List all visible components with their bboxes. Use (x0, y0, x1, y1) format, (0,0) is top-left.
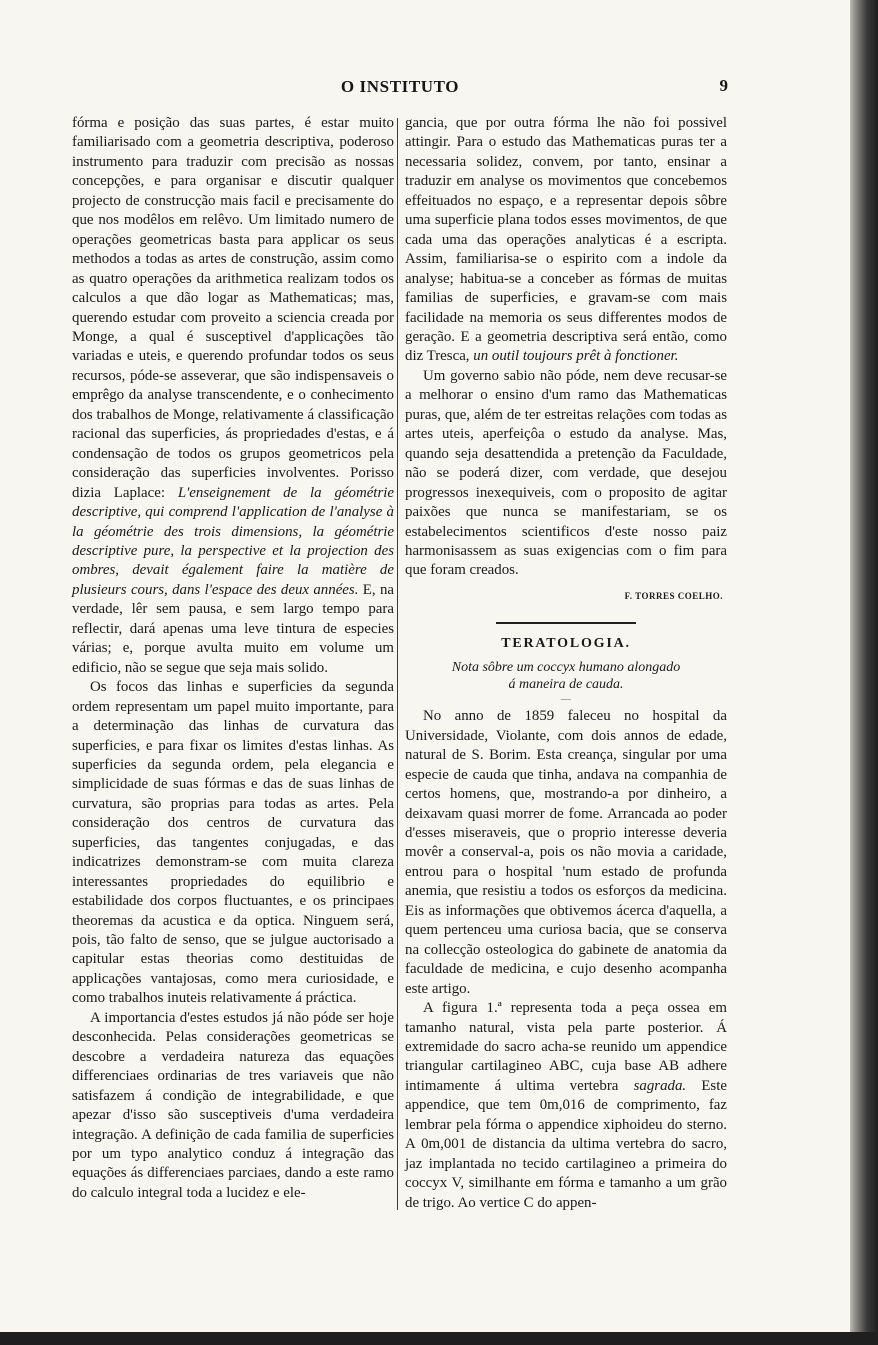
left-column (72, 114, 394, 1203)
right-p4-text-a: A figura 1.ª representa toda a peça ossea em tamanho natural, vista pela parte posterior. Á extremidade do sacro acha-se reunido um appendice triangular cartilagineo ABC, cuja base AB adhere intimamente á ultima vertebra (405, 1000, 727, 1094)
left-paragraph-2: Os focos das linhas e superficies da segunda ordem representam um papel muito importante, para a determinação das linhas de curvatura das superficies, e para fixar os limites d'estas linhas. As superficies da segunda ordem, pela elegancia e simplicidade de suas fórmas e das de suas linhas de curvatura, são proprias para todas as artes. Pela consideração dos centros de curvatura das superficies, das tangentes conjugadas, e das indicatrizes demonstram-se com muita clareza interessantes propriedades do equilibrio e estabilidade dos corpos fluctuantes, e os principaes theoremas da acustica e da optica. Ninguem será, pois, tão falto de senso, que se julgue auctorisado a capitular estas theorias como destituidas de applicações vantajosas, como mera curiosidade, e como trabalhos inuteis relativamente á práctica. (72, 679, 394, 1007)
section-rule (496, 622, 636, 624)
right-p4-text-b: Este appendice, que tem 0m,016 de comprimento, faz lembrar pela fórma o appendice xiphoideu do sterno. A 0m,001 de distancia da ultima vertebra do sacro, jaz implantada no tecido cartilagineo a primeira do coccyx V, similhante em fórma e tamanho a um grão de trigo. Ao vertice C do appen- (405, 1077, 727, 1211)
tresca-quote: un outil toujours prêt à fonctioner. (473, 348, 679, 365)
right-paragraph-1 (405, 114, 727, 367)
author-signature: F. TORRES COELHO. (624, 590, 723, 601)
column-divider (397, 118, 398, 1210)
section-subtitle-line-2: á maneira de cauda. (508, 677, 624, 693)
right-p4-italic: sagrada. (633, 1077, 687, 1094)
left-p1-continuation: E, na verdade, lêr sem pausa, e sem largo tempo para reflectir, dará apenas uma leve tintura de especies várias; e, porque avulta muito em volume um edificio, não se segue que seja mais solido. (72, 581, 395, 676)
right-column (405, 114, 727, 1213)
ornament-dash: — (561, 694, 571, 706)
page-edge-bottom (0, 1332, 878, 1345)
section-subtitle-line-1: Nota sôbre um coccyx humano alongado (451, 660, 681, 676)
page-edge-right (850, 0, 878, 1345)
left-paragraph-3: A importancia d'estes estudos já não póde ser hoje desconhecida. Pelas considerações geometricas se descobre a verdadeira natureza das equações differenciaes ordinarias de tres variaveis que não satisfazem á condição de integrabilidade, e que apezar d'isso são susceptiveis d'uma verdadeira integração. A definição de cada familia de superficies por um typo analytico conduz á integração das equações ás differenciaes parciaes, dando a este ramo do calculo integral toda a lucidez e ele- (72, 1009, 394, 1201)
right-paragraph-4 (405, 999, 727, 1213)
running-title: O INSTITUTO (340, 77, 460, 96)
laplace-quote: L'enseignement de la géométrie descriptive, qui comprend l'application de l'analyse à la géométrie des trois dimensions, la géométrie descriptive pure, la perspective et la projection des ombres, devait également faire la matière de plusieurs cours, dans l'espace des deux années. (72, 484, 394, 598)
left-paragraph-1 (72, 114, 394, 678)
right-paragraph-3: No anno de 1859 faleceu no hospital da Universidade, Violante, com dois annos de edade, natural de S. Borim. Esta creança, singular por uma especie de cauda que tinha, andava na companhia de certos homens, que, mostrando-a por dinheiro, a deixavam quasi morrer de fome. Arrancada ao poder d'esses miseraveis, que o proprio interesse deveria movêr a conserval-a, pois os não movia a caridade, entrou para o hospital 'num estado de profunda anemia, que resistiu a todos os esforços da medicina. Eis as informações que obtivemos ácerca d'aquella, a quem pertenceu uma curiosa bacia, que se conserva na collecção osteologica do gabinete de anatomia da faculdade de medicina, e cujo desenho acompanha este artigo. (405, 708, 727, 997)
section-title: TERATOLOGIA. (501, 635, 631, 651)
left-p1-text: fórma e posição das suas partes, é estar muito familiarisado com a geometria descriptiva, poderoso instrumento para traduzir com precisão as nossas concepções, e para organisar e discutir qualquer projecto de construcção mais facil e precisamente do que nos modêlos em relêvo. Um limitado numero de operações geometricas basta para applicar os seus methodos a todas as artes de construção, assim como as quatro operações da arithmetica realizam todos os calculos a que dão logar as Mathematicas; mas, querendo estudar com proveito a sciencia creada por Monge, a qual é susceptivel d'applicações tão variadas e uteis, e querendo profundar todos os seus recursos, póde-se asseverar, que são indispensaveis o emprêgo da analyse transcendente, e o conhecimento dos trabalhos de Monge, relativamente á classificação racional das superficies, ás propriedades d'estas, e á condensação de todos os grupos geometricos pela consideração das superficies involventes. Porisso dizia Laplace: (72, 115, 394, 501)
page-header (60, 77, 740, 101)
page-number: 9 (719, 76, 728, 95)
right-paragraph-2: Um governo sabio não póde, nem deve recusar-se a melhorar o ensino d'um ramo das Mathematicas puras, que, além de ter estreitas relações com todas as artes uteis, aperfeiçôa o estudo da analyse. Mas, quando seja desattendida a pretenção da Faculdade, não se poderá dizer, com verdade, que desejou progressos inexequiveis, com o proposito de agitar paixões que nunca se manifestariam, se os estabelecimentos scientificos d'este nosso paiz harmonisassem as suas exigencias com o fim para que foram creados. (405, 367, 727, 579)
right-p1-text: gancia, que por outra fórma lhe não foi possivel attingir. Para o estudo das Mathematicas puras ter a necessaria solidez, convem, por tanto, ensinar a traduzir em analyse os movimentos que concebemos effeituados no espaço, e a representar depois sôbre uma superficie plana todos esses movimentos, de que cada uma das operações analyticas é a escripta. Assim, familiarisa-se o espirito com a indole da analyse; habitua-se a conceber as fórmas de muitas familias de superficies, e gravam-se com mais facilidade na memoria os seus differentes modos de geração. E a geometria descriptiva será então, como diz Tresca, (405, 115, 727, 365)
